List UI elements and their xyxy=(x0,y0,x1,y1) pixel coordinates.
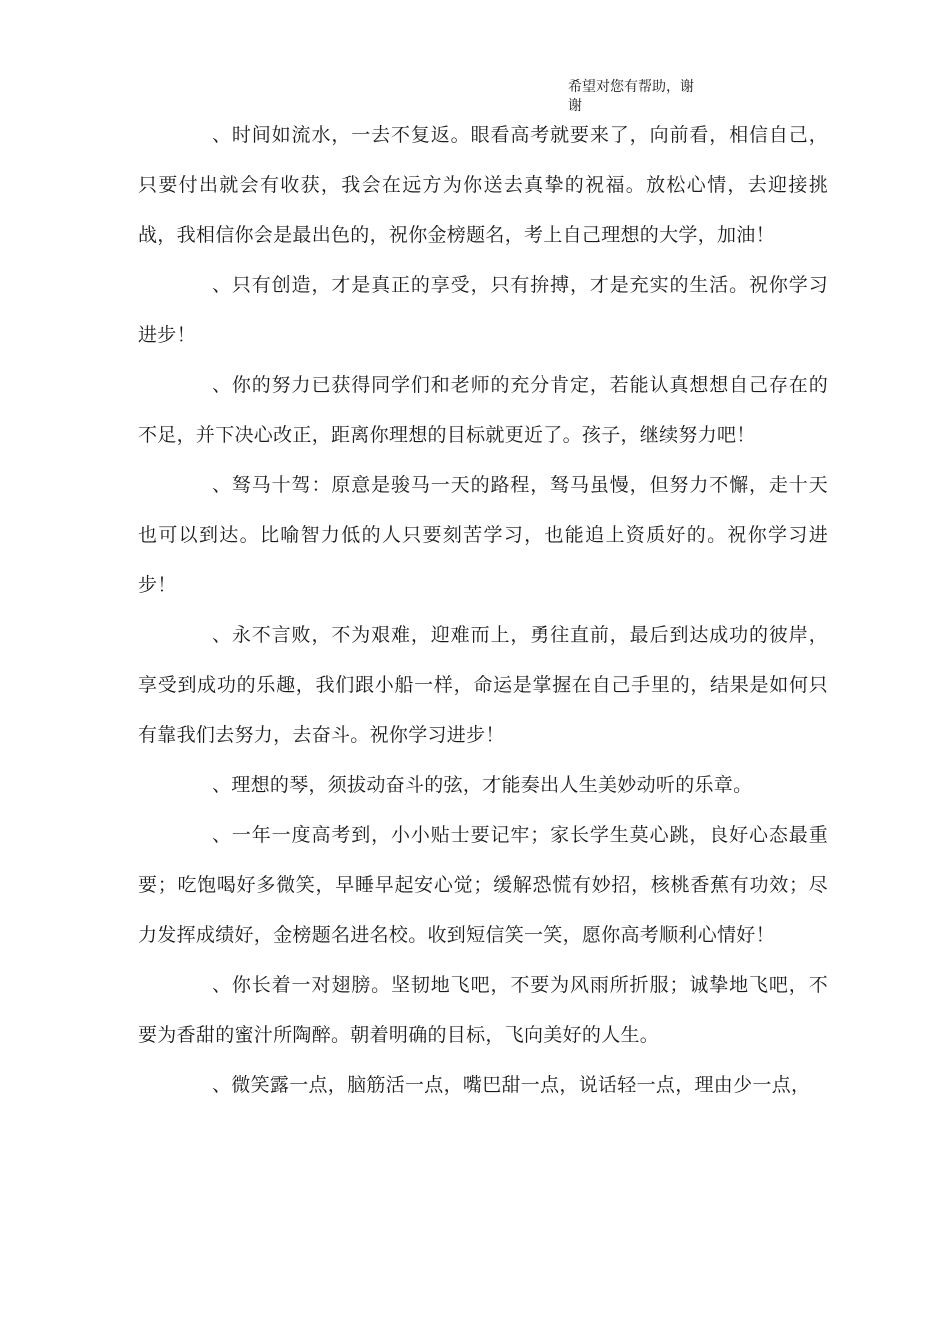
paragraph-5: 、永不言败，不为艰难，迎难而上，勇往直前，最后到达成功的彼岸，享受到成功的乐趣，我们跟小船一样，命运是掌握在自己手里的，结果是如何只有靠我们去努力，去奋斗。祝你学习进步！ xyxy=(138,624,828,746)
document-body xyxy=(138,110,828,1110)
header-note-line-1: 希望对您有帮助，谢 xyxy=(568,79,694,95)
paragraph-8: 、你长着一对翅膀。坚韧地飞吧，不要为风雨所折服；诚挚地飞吧，不要为香甜的蜜汁所陶醉。朝着明确的目标，飞向美好的人生。 xyxy=(138,974,828,1046)
paragraph-7: 、一年一度高考到，小小贴士要记牢；家长学生莫心跳，良好心态最重要；吃饱喝好多微笑，早睡早起安心觉；缓解恐慌有妙招，核桃香蕉有功效；尽力发挥成绩好，金榜题名进名校。收到短信笑一笑，愿你高考顺利心情好！ xyxy=(138,824,828,946)
paragraph-3: 、你的努力已获得同学们和老师的充分肯定，若能认真想想自己存在的不足，并下决心改正，距离你理想的目标就更近了。孩子，继续努力吧！ xyxy=(138,374,828,446)
paragraph-2: 、只有创造，才是真正的享受，只有拚搏，才是充实的生活。祝你学习进步！ xyxy=(138,274,828,346)
header-note-line-2: 谢 xyxy=(568,98,582,114)
paragraph-6: 、理想的琴，须拔动奋斗的弦，才能奏出人生美妙动听的乐章。 xyxy=(212,774,753,796)
paragraph-4: 、驽马十驾：原意是骏马一天的路程，驽马虽慢，但努力不懈，走十天也可以到达。比喻智力低的人只要刻苦学习，也能追上资质好的。祝你学习进步！ xyxy=(138,474,828,596)
paragraph-1: 、时间如流水，一去不复返。眼看高考就要来了，向前看，相信自己，只要付出就会有收获，我会在远方为你送去真挚的祝福。放松心情，去迎接挑战，我相信你会是最出色的，祝你金榜题名，考上自己理想的大学，加油！ xyxy=(138,124,828,246)
paragraph-9: 、微笑露一点，脑筋活一点，嘴巴甜一点，说话轻一点，理由少一点， xyxy=(212,1074,811,1096)
